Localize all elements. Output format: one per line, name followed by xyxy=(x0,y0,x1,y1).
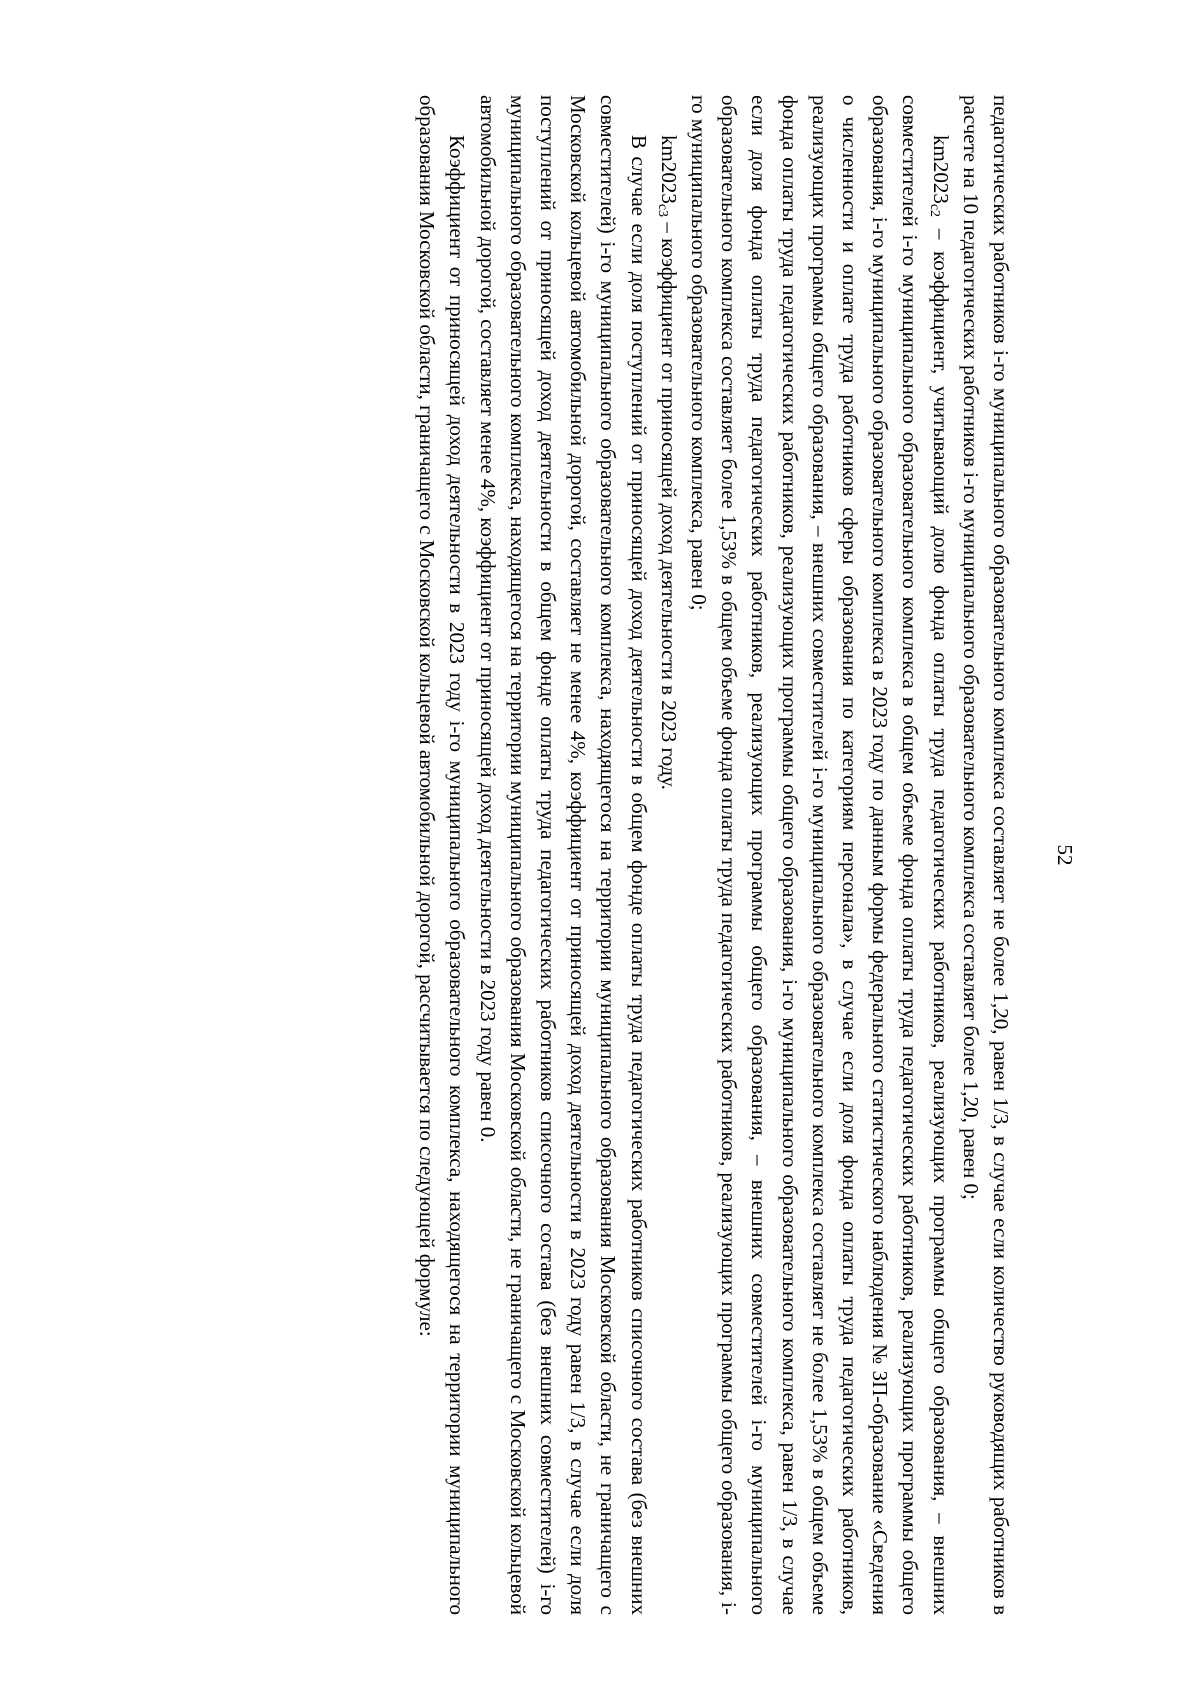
paragraph-km-c2 xyxy=(684,95,956,1615)
rotated-page xyxy=(70,95,1080,1615)
paragraph-formula-intro: Коэффициент от приносящей доход деятельности в 2023 году i-го муниципального образовательного комплекса, находящегося на территории муниципального образования Московской области, граничащего с Московской кольцевой автомобильной дорогой, рассчитывается по следующей формуле: xyxy=(415,95,470,1615)
page-number: 52 xyxy=(1053,844,1077,866)
paragraph-continuation: педагогических работников i-го муниципального образовательного комплекса составляет не более 1,20, равен 1/3, в случае если количество руководящих работников в расчете на 10 педагогических работников i-го муниципального образовательного комплекса составляет более 1,20, равен 0; xyxy=(958,95,1013,1615)
km-c3-definition: – коэффициент от приносящей доход деятельности в 2023 году. xyxy=(656,217,681,790)
paragraph-case: В случае если доля поступлений от приносящей доход деятельности в общем фонде оплаты труда педагогических работников списочного состава (без внешних совместителей) i-го муниципального образовательного комплекса, находящегося на территории муниципального образования Московской области, не граничащего с Московской кольцевой автомобильной дорогой, составляет не менее 4%, коэффициент от приносящей доход деятельности в 2023 году равен 1/3, в случае если доля поступлений от приносящей доход деятельности в общем фонде оплаты труда педагогических работников списочного состава (без внешних совместителей) i-го муниципального образовательного комплекса, находящегося на территории муниципального образования Московской области, не граничащего с Московской кольцевой автомобильной дорогой, составляет менее 4%, коэффициент от приносящей доход деятельности в 2023 году равен 0. xyxy=(475,95,651,1615)
paragraph-km-c3 xyxy=(654,95,684,1615)
km-c2-symbol: km2023 xyxy=(928,135,953,204)
km-c2-subscript: c2 xyxy=(926,203,942,218)
km-c3-symbol: km2023 xyxy=(656,135,681,204)
km-c2-definition: – коэффициент, учитывающий долю фонда оплаты труда педагогических работников, реализующих программы общего образования, – внешних совместителей i-го муниципального образовательного комплекса в общем объеме фонда оплаты труда педагогических работников, реализующих программы общего образования, i-го муниципального образовательного комплекса в 2023 году по данным формы федерального статистического наблюдения № ЗП-образование «Сведения о численности и оплате труда работников сферы образования по категориям персонала», в случае если доля фонда оплаты труда педагогических работников, реализующих программы общего образования, – внешних совместителей i-го муниципального образовательного комплекса составляет не более 1,53% в общем объеме фонда оплаты труда педагогических работников, реализующих программы общего образования, i-го муниципального образовательного комплекса, равен 1/3, в случае если доля фонда оплаты труда педагогических работников, реализующих программы общего образования, – внешних совместителей i-го муниципального образовательного комплекса составляет более 1,53% в общем объеме фонда оплаты труда педагогических работников, реализующих программы общего образования, i-го муниципального образовательного комплекса, равен 0; xyxy=(686,95,953,1615)
document-body xyxy=(412,95,1016,1615)
km-c3-subscript: c3 xyxy=(654,203,670,218)
